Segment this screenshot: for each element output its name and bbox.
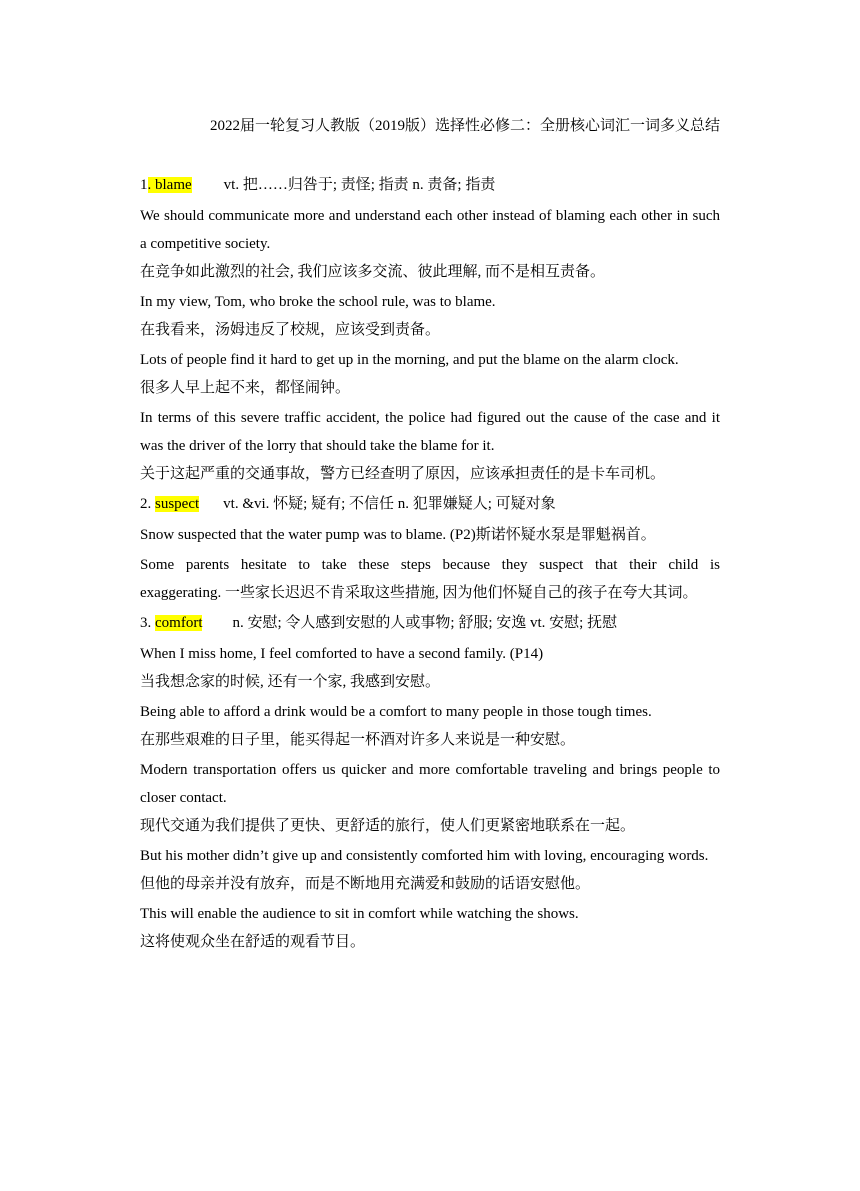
example-line bbox=[140, 521, 720, 549]
entry-word-highlight: . blame bbox=[147, 177, 192, 193]
example-en: Snow suspected that the water pump was to blame. (P2) bbox=[140, 527, 476, 543]
entry-word: comfort bbox=[155, 615, 203, 631]
vocab-entry-blame bbox=[140, 171, 720, 488]
entry-heading: 3. comfort n. 安慰; 令人感到安慰的人或事物; 舒服; 安逸 vt. 安慰; 抚慰 bbox=[140, 615, 618, 631]
example-en: But his mother didn’t give up and consistently comforted him with loving, encouraging words. bbox=[140, 848, 709, 864]
example-en: This will enable the audience to sit in comfort while watching the shows. bbox=[140, 906, 579, 922]
entry-word: blame bbox=[155, 177, 192, 193]
example-zh: 但他的母亲并没有放弃，而是不断地用充满爱和鼓励的话语安慰他。 bbox=[140, 876, 591, 892]
entry-definition: vt. 把……归咎于; 责怪; 指责 n. 责备; 指责 bbox=[223, 177, 496, 193]
entry-definition: vt. &vi. 怀疑; 疑有; 不信任 n. 犯罪嫌疑人; 可疑对象 bbox=[223, 496, 556, 512]
entry-word: suspect bbox=[155, 496, 200, 512]
example-en: Some parents hesitate to take these steps because they suspect that their child is exaggerating. bbox=[140, 557, 720, 601]
example-zh: 很多人早上起不来，都怪闹钟。 bbox=[140, 380, 351, 396]
example-zh: 斯诺怀疑水泵是罪魁祸首。 bbox=[475, 527, 656, 543]
example-zh: 关于这起严重的交通事故，警方已经查明了原因，应该承担责任的是卡车司机。 bbox=[140, 466, 666, 482]
entry-number: 1 bbox=[140, 177, 148, 193]
entry-heading bbox=[140, 171, 720, 199]
example-en: When I miss home, I feel comforted to have a second family. (P14) bbox=[140, 646, 544, 662]
example-zh: 这将使观众坐在舒适的观看节目。 bbox=[140, 934, 366, 950]
example-zh: 现代交通为我们提供了更快、更舒适的旅行，使人们更紧密地联系在一起。 bbox=[140, 818, 636, 834]
entry-number: 2 bbox=[140, 496, 148, 512]
example-zh: 一些家长迟迟不肯采取这些措施, 因为他们怀疑自己的孩子在夸大其词。 bbox=[224, 585, 698, 601]
entry-number: 3 bbox=[140, 615, 148, 631]
example-zh: 在我看来，汤姆违反了校规，应该受到责备。 bbox=[140, 322, 441, 338]
example-zh: 在竞争如此激烈的社会, 我们应该多交流、彼此理解, 而不是相互责备。 bbox=[140, 264, 606, 280]
document-body bbox=[140, 171, 720, 956]
example-en: In terms of this severe traffic accident, the police had figured out the cause of the case and it was the driver of the lorry that should take the blame for it. bbox=[140, 410, 720, 454]
example-en: Being able to afford a drink would be a comfort to many people in those tough times. bbox=[140, 704, 652, 720]
vocab-entry-suspect bbox=[140, 490, 720, 607]
document-title: 2022届一轮复习人教版（2019版）选择性必修二：全册核心词汇一词多义总结 bbox=[209, 118, 720, 134]
example-en: Modern transportation offers us quicker and more comfortable traveling and brings people to closer contact. bbox=[140, 762, 720, 806]
example-en: We should communicate more and understand each other instead of blaming each other in such a competitive society. bbox=[140, 208, 720, 252]
example-zh: 在那些艰难的日子里，能买得起一杯酒对许多人来说是一种安慰。 bbox=[140, 732, 576, 748]
vocab-entry-comfort bbox=[140, 609, 720, 956]
example-en: In my view, Tom, who broke the school rule, was to blame. bbox=[140, 294, 496, 310]
example-line bbox=[140, 551, 720, 607]
entry-definition: n. 安慰; 令人感到安慰的人或事物; 舒服; 安逸 vt. 安慰; 抚慰 bbox=[232, 615, 618, 631]
example-en: Lots of people find it hard to get up in the morning, and put the blame on the alarm clock. bbox=[140, 352, 679, 368]
entry-heading: 2. suspect vt. &vi. 怀疑; 疑有; 不信任 n. 犯罪嫌疑人; 可疑对象 bbox=[140, 496, 556, 512]
example-zh: 当我想念家的时候, 还有一个家, 我感到安慰。 bbox=[140, 674, 441, 690]
